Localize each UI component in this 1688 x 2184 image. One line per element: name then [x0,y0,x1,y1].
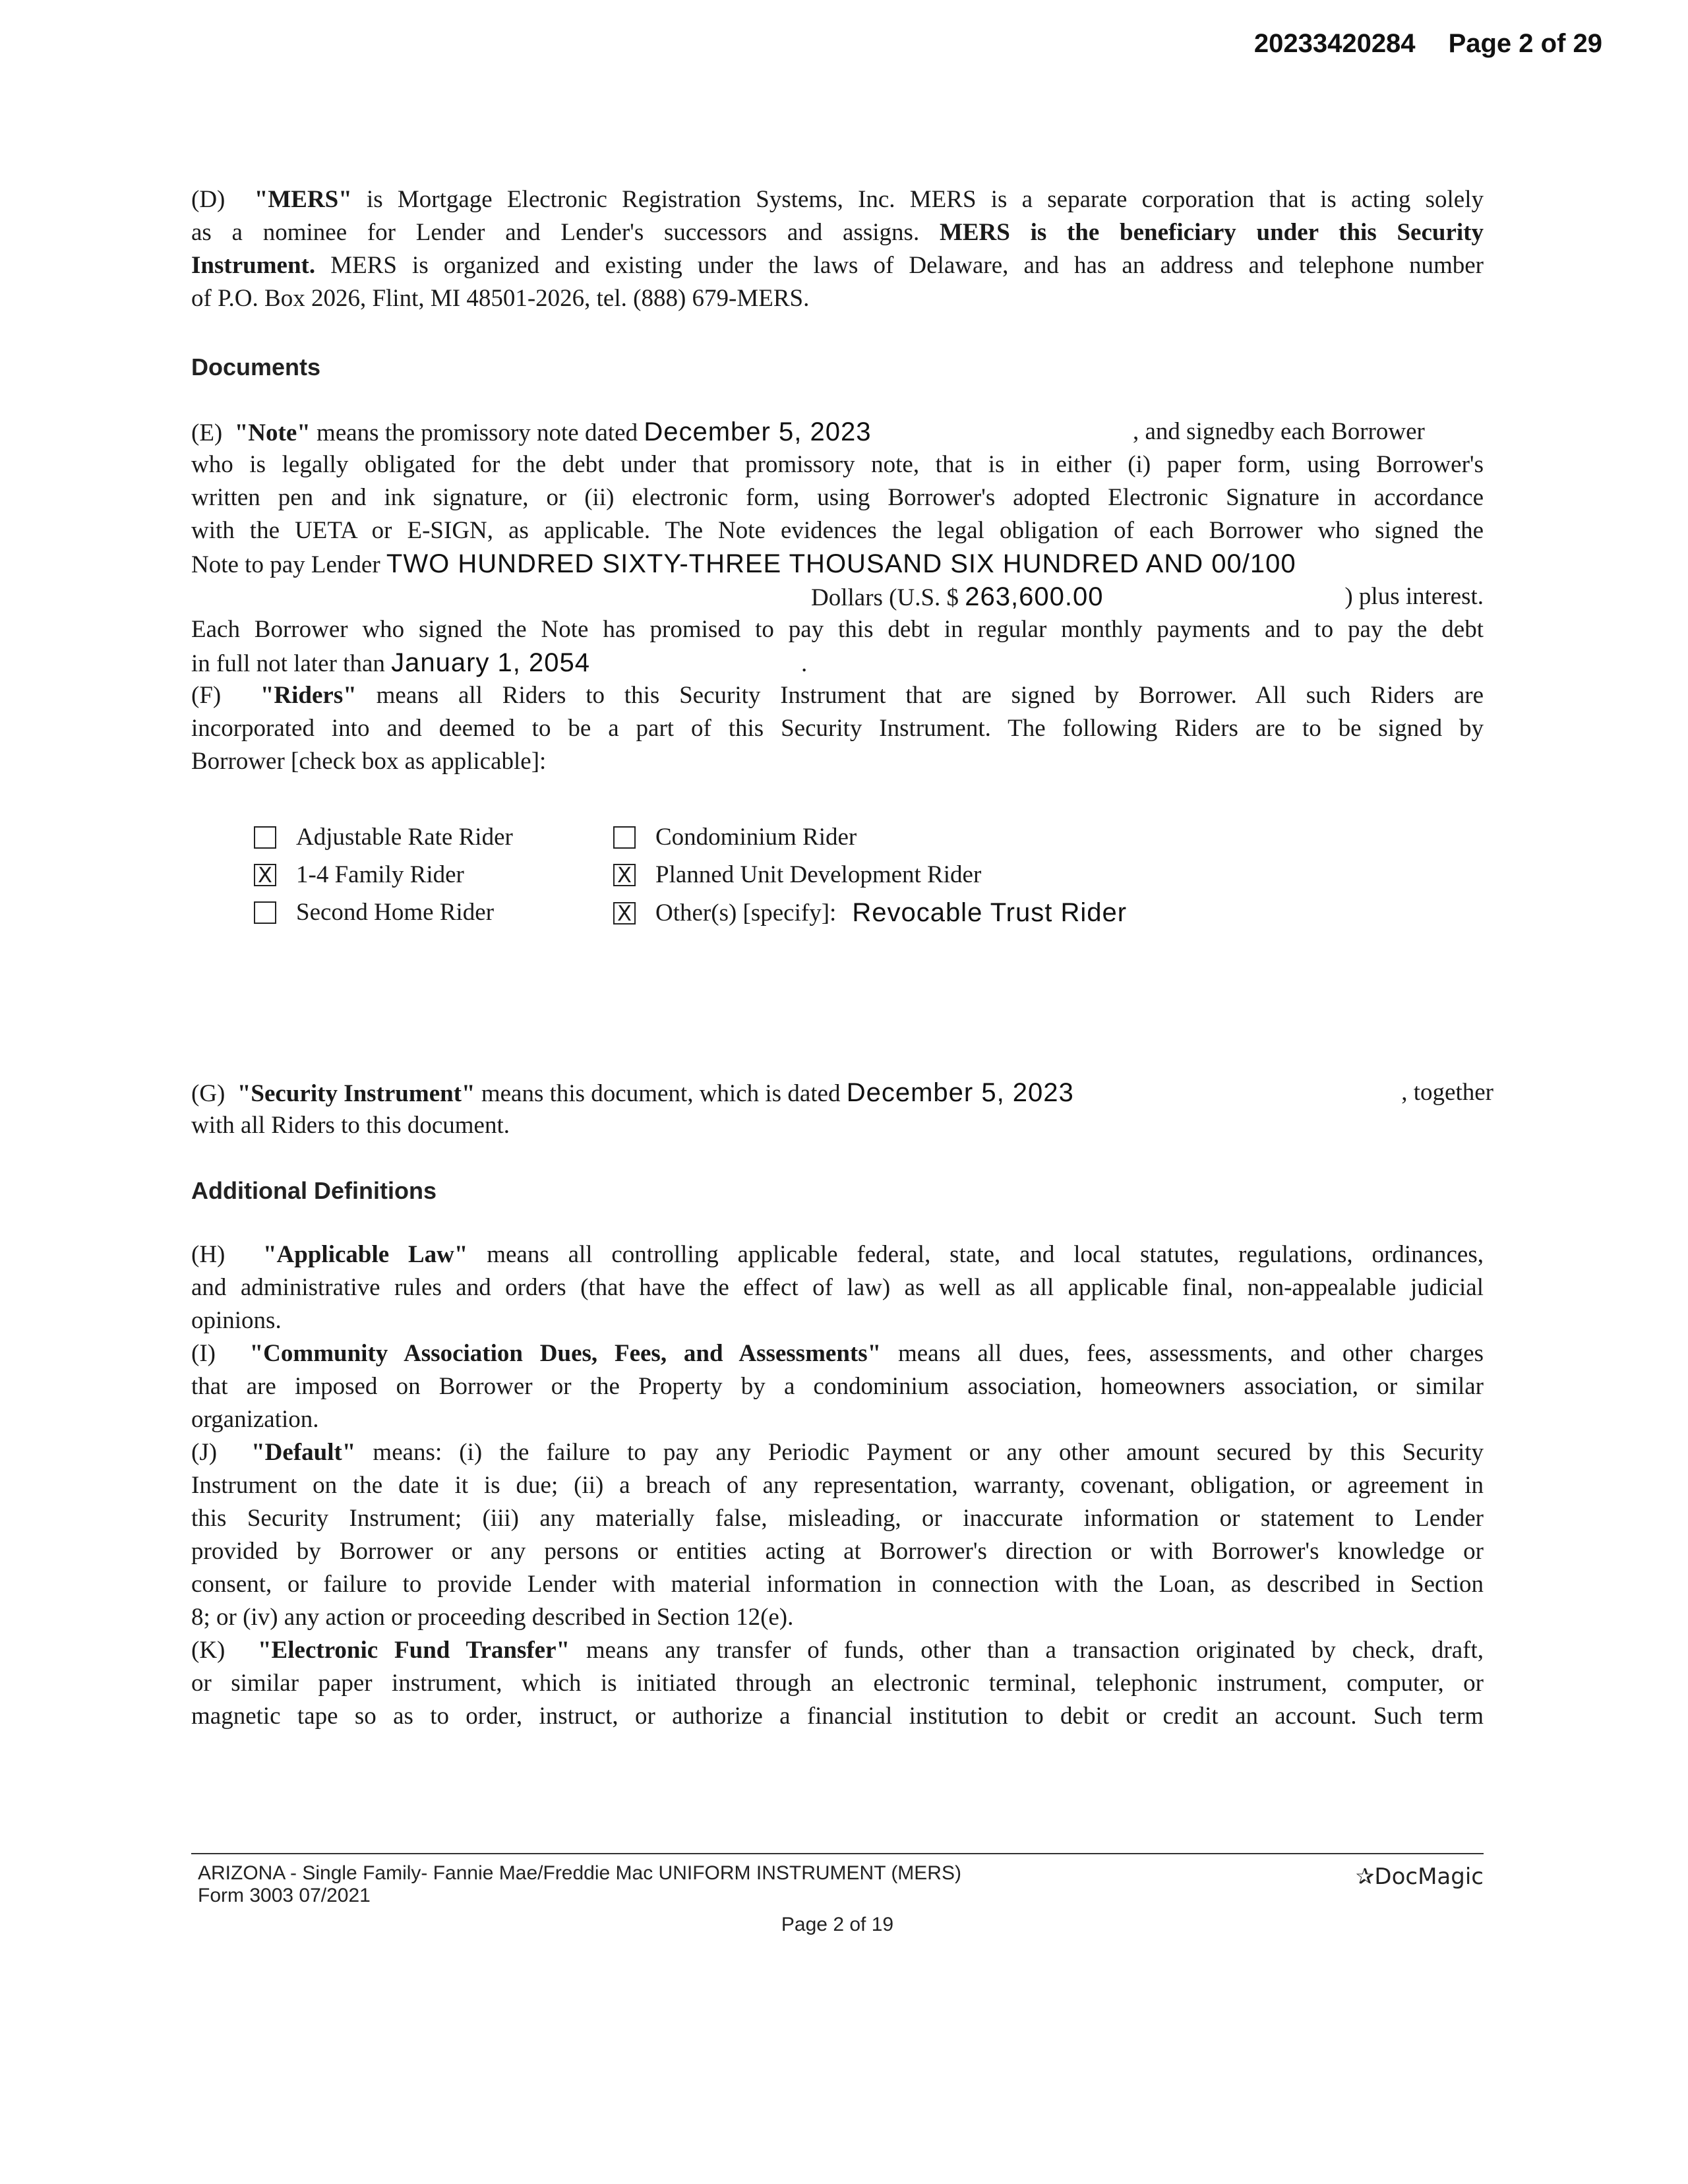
checkbox-checked-icon: X [254,864,276,886]
clause-label: (F) [191,682,222,709]
clause-text: opinions. [191,1307,282,1334]
section-heading-documents: Documents [191,353,321,380]
clause-text: in full not later than [191,650,392,677]
clause-label: (J) [191,1439,218,1466]
clause-text: means any transfer of funds, other than a transaction originated by check, draft, [570,1637,1484,1664]
clause-text: incorporated into and deemed to be a part of this Security Instrument. The following Riders are to be signed by [191,715,1484,742]
footer-page-number: Page 2 of 19 [781,1914,894,1935]
note-date-field: December 5, 2023 [644,417,872,446]
docmagic-logo: ✰DocMagic [1355,1864,1484,1890]
rider-1-4-family [254,861,464,889]
rider-label: Condominium Rider [655,824,857,851]
rider-label: Planned Unit Development Rider [655,861,982,888]
clause-text: means: (i) the failure to pay any Periodic Payment or any other amount secured by this Security [355,1439,1484,1466]
clause-emphasis: Instrument. [191,252,316,279]
loan-amount-words-field: TWO HUNDRED SIXTY-THREE THOUSAND SIX HUNDRED AND 00/100 [386,549,1296,578]
definition-electronic-fund-transfer [191,1634,1484,1733]
rider-other [613,898,1127,928]
clause-text: magnetic tape so as to order, instruct, or authorize a financial institution to debit or credit an account. Such term [191,1703,1484,1730]
clause-text: . [801,650,808,677]
page-header [1160,29,1602,59]
definition-note [191,415,1484,679]
clause-text: is Mortgage Electronic Registration Systems, Inc. MERS is a separate corporation that is acting solely [351,186,1484,213]
defined-term: "MERS" [254,186,352,213]
clause-label: (I) [191,1340,216,1367]
clause-text: that are imposed on Borrower or the Property by a condominium association, homeowners association, or similar [191,1373,1484,1400]
page-footer [191,1853,1484,1935]
defined-term: "Note" [234,419,311,446]
defined-term: "Electronic Fund Transfer" [258,1637,570,1664]
clause-text: this Security Instrument; (iii) any materially false, misleading, or inaccurate information or statement to Lender [191,1505,1484,1532]
definition-community-association-dues [191,1337,1484,1436]
clause-text: consent, or failure to provide Lender with material information in connection with the Loan, as described in Section [191,1571,1484,1598]
other-rider-field: Revocable Trust Rider [852,898,1128,927]
rider-label: Adjustable Rate Rider [296,824,513,851]
loan-amount-field: 263,600.00 [965,582,1104,611]
clause-text: 8; or (iv) any action or proceeding described in Section 12(e). [191,1604,794,1631]
clause-text: means all controlling applicable federal, state, and local statutes, regulations, ordinances, [467,1241,1484,1268]
clause-label: (E) [191,419,223,446]
clause-text: provided by Borrower or any persons or entities acting at Borrower's direction or with Borrower's knowledge or [191,1538,1484,1565]
checkbox-unchecked-icon [254,826,276,849]
section-heading-additional-definitions: Additional Definitions [191,1177,437,1204]
rider-adjustable-rate [254,823,513,851]
clause-text: or similar paper instrument, which is initiated through an electronic terminal, telephonic instrument, computer, or [191,1670,1484,1697]
definition-security-instrument [191,1076,1493,1142]
clause-text: Each Borrower who signed the Note has promised to pay this debt in regular monthly payments and to pay the debt [191,616,1484,643]
clause-label: (G) [191,1080,226,1107]
checkbox-unchecked-icon [254,901,276,924]
clause-text: Instrument on the date it is due; (ii) a breach of any representation, warranty, covenant, obligation, or agreement in [191,1472,1484,1499]
clause-text: and administrative rules and orders (that have the effect of law) as well as all applicable final, non-appealable judicial [191,1274,1484,1301]
definition-applicable-law [191,1238,1484,1337]
rider-condominium [613,823,857,851]
rider-label: Second Home Rider [296,899,495,926]
instrument-date-field: December 5, 2023 [846,1078,1074,1107]
clause-text: means the promissory note dated [310,419,644,446]
rider-label: 1-4 Family Rider [296,861,464,888]
document-number: 20233420284 [1253,29,1416,58]
form-title: ARIZONA - Single Family- Fannie Mae/Freddie Mac UNIFORM INSTRUMENT (MERS) [198,1862,961,1884]
clause-emphasis: MERS is the beneficiary under this Security [939,219,1484,246]
defined-term: "Applicable Law" [263,1241,468,1268]
defined-term: "Riders" [260,682,357,709]
definition-mers [191,183,1484,315]
definition-riders [191,679,1484,778]
checkbox-checked-icon: X [613,902,636,925]
clause-label: (D) [191,186,226,213]
clause-text: written pen and ink signature, or (ii) electronic form, using Borrower's adopted Electronic Signature in accordance [191,484,1484,511]
clause-text: means all Riders to this Security Instrument that are signed by Borrower. All such Riders are [356,682,1484,709]
clause-text: Note to pay Lender [191,551,386,578]
rider-second-home [254,898,494,926]
form-number: Form 3003 07/2021 [198,1885,371,1906]
clause-text: Dollars (U.S. $ [811,584,965,611]
clause-label: (H) [191,1241,226,1268]
clause-text: who is legally obligated for the debt under that promissory note, that is in either (i) paper form, using Borrower's [191,451,1484,478]
clause-text: ) plus interest. [1344,583,1484,610]
clause-text: MERS is organized and existing under the laws of Delaware, and has an address and telephone number [315,252,1484,279]
defined-term: "Default" [251,1439,356,1466]
clause-text: of P.O. Box 2026, Flint, MI 48501-2026, tel. (888) 679-MERS. [191,285,810,312]
clause-text: , and signedby each Borrower [1133,418,1425,445]
checkbox-checked-icon: X [613,864,636,886]
maturity-date-field: January 1, 2054 [391,648,590,677]
checkbox-unchecked-icon [613,826,636,849]
rider-label: Other(s) [specify]: [655,899,837,926]
clause-text: organization. [191,1406,319,1433]
header-page-number: Page 2 of 29 [1448,29,1602,58]
clause-text: with all Riders to this document. [191,1112,510,1139]
definition-default [191,1436,1484,1634]
clause-text: means this document, which is dated [475,1080,847,1107]
clause-text: means all dues, fees, assessments, and other charges [881,1340,1484,1367]
defined-term: "Community Association Dues, Fees, and Assessments" [249,1340,882,1367]
clause-label: (K) [191,1637,226,1664]
clause-text: , together [1401,1079,1493,1106]
clause-text: as a nominee for Lender and Lender's successors and assigns. [191,219,940,246]
clause-text: with the UETA or E-SIGN, as applicable. The Note evidences the legal obligation of each Borrower who signed the [191,517,1484,544]
clause-text: Borrower [check box as applicable]: [191,748,547,775]
defined-term: "Security Instrument" [237,1080,475,1107]
rider-planned-unit-development [613,861,981,889]
